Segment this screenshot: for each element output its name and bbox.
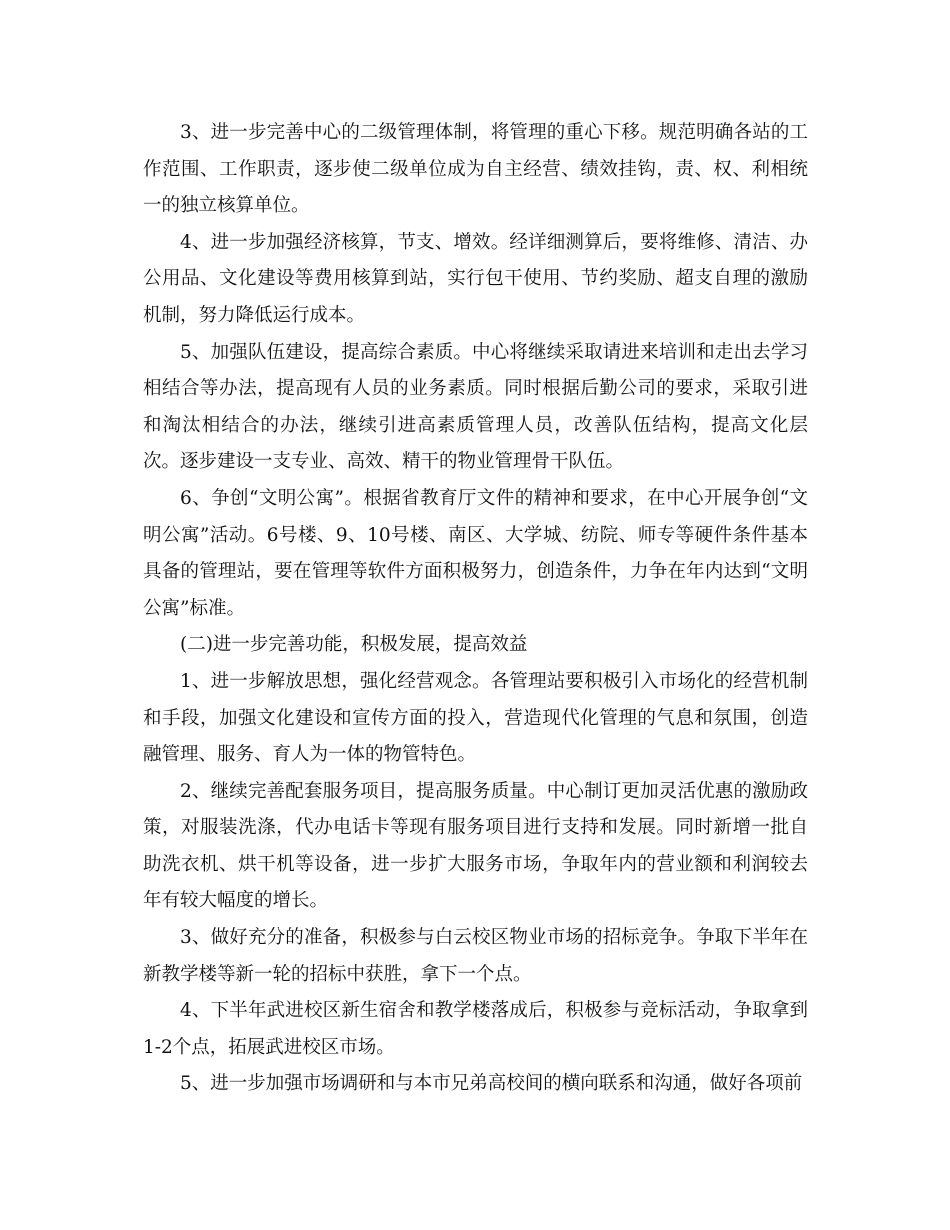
- paragraph-item-3-management-system: 3、进一步完善中心的二级管理体制，将管理的重心下移。规范明确各站的工作范围、工作职责，逐步使二级单位成为自主经营、绩效挂钩，责、权、利相统一的独立核算单位。: [143, 122, 808, 217]
- paragraph-item-1-business-concept: 1、进一步解放思想，强化经营观念。各管理站要积极引入市场化的经营机制和手段，加强文化建设和宣传方面的投入，营造现代化管理的气息和氛围，创造融管理、服务、育人为一体的物管特色。: [143, 670, 808, 766]
- paragraph-item-4-wujin-campus: 4、下半年武进校区新生宿舍和教学楼落成后，积极参与竞标活动，争取拿到1-2个点，拓展武进校区市场。: [143, 1000, 808, 1058]
- paragraph-item-5-market-research: 5、进一步加强市场调研和与本市兄弟高校间的横向联系和沟通，做好各项前: [180, 1073, 803, 1095]
- paragraph-item-5-team-building: 5、加强队伍建设，提高综合素质。中心将继续采取请进来培训和走出去学习相结合等办法，提高现有人员的业务素质。同时根据后勤公司的要求，采取引进和淘汰相结合的办法，继续引进高素质管理人员，改善队伍结构，提高文化层次。逐步建设一支专业、高效、精干的物业管理骨干队伍。: [143, 341, 808, 473]
- paragraph-item-3-bidding: 3、做好充分的准备，积极参与白云校区物业市场的招标竞争。争取下半年在新教学楼等新一轮的招标中获胜，拿下一个点。: [143, 927, 808, 985]
- section-heading-2: (二)进一步完善功能，积极发展，提高效益: [180, 634, 528, 656]
- document-body: [143, 115, 808, 1103]
- paragraph-item-6-civilized-apartment: 6、争创“文明公寓”。根据省教育厅文件的精神和要求，在中心开展争创“文明公寓”活动。6号楼、9、10号楼、南区、大学城、纺院、师专等硬件条件基本具备的管理站，要在管理等软件方面积极努力，创造条件，力争在年内达到“文明公寓”标准。: [143, 487, 808, 619]
- paragraph-item-2-service-projects: 2、继续完善配套服务项目，提高服务质量。中心制订更加灵活优惠的激励政策，对服装洗涤，代办电话卡等现有服务项目进行支持和发展。同时新增一批自助洗衣机、烘干机等设备，进一步扩大服务市场，争取年内的营业额和利润较去年有较大幅度的增长。: [143, 780, 808, 912]
- paragraph-item-4-economic-accounting: 4、进一步加强经济核算，节支、增效。经详细测算后，要将维修、清洁、办公用品、文化建设等费用核算到站，实行包干使用、节约奖励、超支自理的激励机制，努力降低运行成本。: [143, 231, 808, 326]
